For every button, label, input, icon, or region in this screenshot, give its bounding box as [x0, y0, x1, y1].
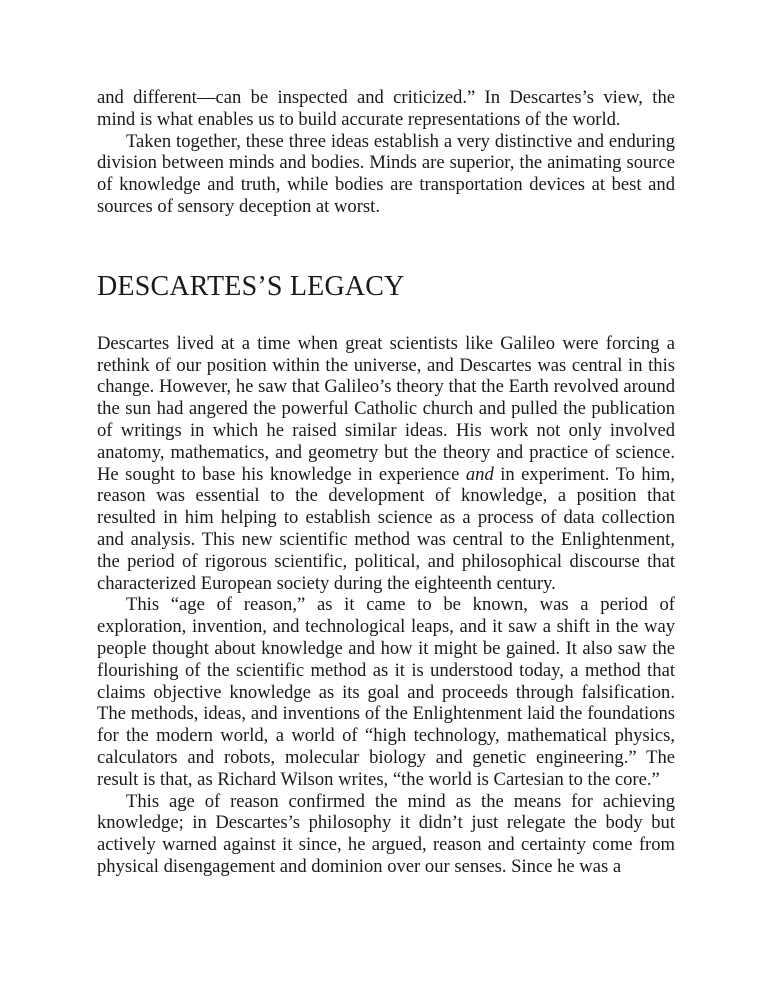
body-paragraph-confirmed-the-mind: This age of reason confirmed the mind as the means for achieving knowledge; in Descartes’s philosophy it didn’t just relegate the body but actively warned against it since, he argued, reason and certainty come from physical disengagement and dominion over our senses. Since he was a: [97, 790, 675, 877]
emphasized-word: and: [465, 463, 494, 485]
book-page: [97, 87, 675, 878]
paragraph-text-part: Descartes lived at a time when great scientists like Galileo were forcing a rethink of our position within the universe, and Descartes was central in this change. However, he saw that Galileo’s theory that the Earth revolved around the sun had angered the powerful Catholic church and pulled the publication of writings in which he raised similar ideas. His work not only involved anatomy, mathematics, and geometry but the theory and practice of science. He sought to base his knowledge in experience: [97, 332, 675, 485]
body-paragraph-continuation: and different—can be inspected and criticized.” In Descartes’s view, the mind is what enables us to build accurate representations of the world.: [97, 87, 675, 130]
body-paragraph-descartes-lived: [97, 333, 675, 595]
section-heading: DESCARTES’S LEGACY: [97, 270, 405, 302]
body-paragraph-age-of-reason: This “age of reason,” as it came to be known, was a period of exploration, invention, and technological leaps, and it saw a shift in the way people thought about knowledge and how it might be gained. It also saw the flourishing of the scientific method as it is understood today, a method that claims objective knowledge as its goal and proceeds through falsification. The methods, ideas, and inventions of the Enlightenment laid the foundations for the modern world, a world of “high technology, mathematical physics, calculators and robots, molecular biology and genetic engineering.” The result is that, as Richard Wilson writes, “the world is Cartesian to the core.”: [97, 594, 675, 790]
paragraph-text-part: in experiment. To him, reason was essential to the development of knowledge, a position that resulted in him helping to establish science as a process of data collection and analysis. This new scientific method was central to the Enlightenment, the period of rigorous scientific, political, and philosophical discourse that characterized European society during the eighteenth century.: [97, 463, 676, 594]
body-paragraph-taken-together: Taken together, these three ideas establish a very distinctive and enduring division between minds and bodies. Minds are superior, the animating source of knowledge and truth, while bodies are transportation devices at best and sources of sensory deception at worst.: [97, 130, 675, 217]
